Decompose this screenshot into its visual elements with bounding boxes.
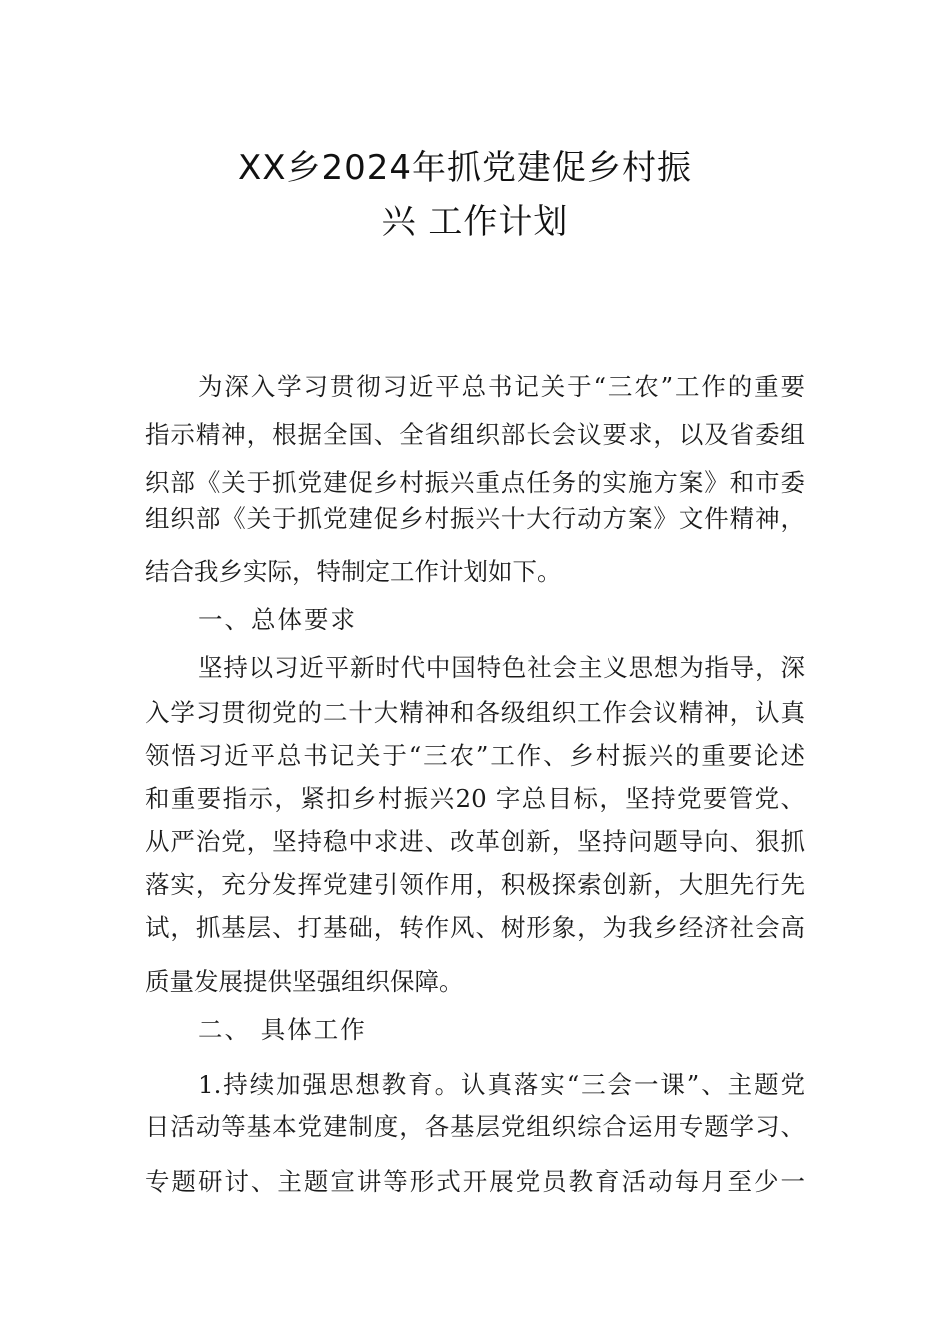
section2-line: 日活动等基本党建制度，各基层党组织综合运用专题学习、 bbox=[145, 1112, 805, 1141]
section1-line: 领悟习近平总书记关于“三农”工作、乡村振兴的重要论述 bbox=[145, 741, 805, 770]
intro-line: 组织部《关于抓党建促乡村振兴十大行动方案》文件精神， bbox=[145, 504, 805, 533]
section2-line: 专题研讨、主题宣讲等形式开展党员教育活动每月至少一 bbox=[145, 1167, 805, 1196]
section1-line: 和重要指示，紧扣乡村振兴20 字总目标，坚持党要管党、 bbox=[145, 784, 805, 813]
section-heading-overall: 一、总体要求 bbox=[198, 605, 357, 634]
document-title-line-2: 兴 工作计划 bbox=[381, 202, 569, 242]
document-title-line-1: XX乡2024年抓党建促乡村振 bbox=[237, 148, 693, 188]
section1-line: 质量发展提供坚强组织保障。 bbox=[145, 967, 464, 996]
intro-line: 为深入学习贯彻习近平总书记关于“三农”工作的重要 bbox=[198, 372, 805, 401]
intro-line: 指示精神，根据全国、全省组织部长会议要求，以及省委组 bbox=[145, 420, 805, 449]
intro-line: 结合我乡实际，特制定工作计划如下。 bbox=[145, 557, 562, 586]
section1-line: 试，抓基层、打基础，转作风、树形象，为我乡经济社会高 bbox=[145, 913, 805, 942]
section1-line: 落实，充分发挥党建引领作用，积极探索创新，大胆先行先 bbox=[145, 870, 805, 899]
section1-line: 坚持以习近平新时代中国特色社会主义思想为指导，深 bbox=[198, 653, 805, 682]
section1-line: 入学习贯彻党的二十大精神和各级组织工作会议精神，认真 bbox=[145, 698, 805, 727]
section2-line: 1.持续加强思想教育。认真落实“三会一课”、主题党 bbox=[198, 1070, 805, 1099]
section-heading-specific-work: 二、 具体工作 bbox=[198, 1015, 367, 1044]
section1-line: 从严治党，坚持稳中求进、改革创新，坚持问题导向、狠抓 bbox=[145, 827, 805, 856]
intro-line: 织部《关于抓党建促乡村振兴重点任务的实施方案》和市委 bbox=[145, 468, 805, 497]
